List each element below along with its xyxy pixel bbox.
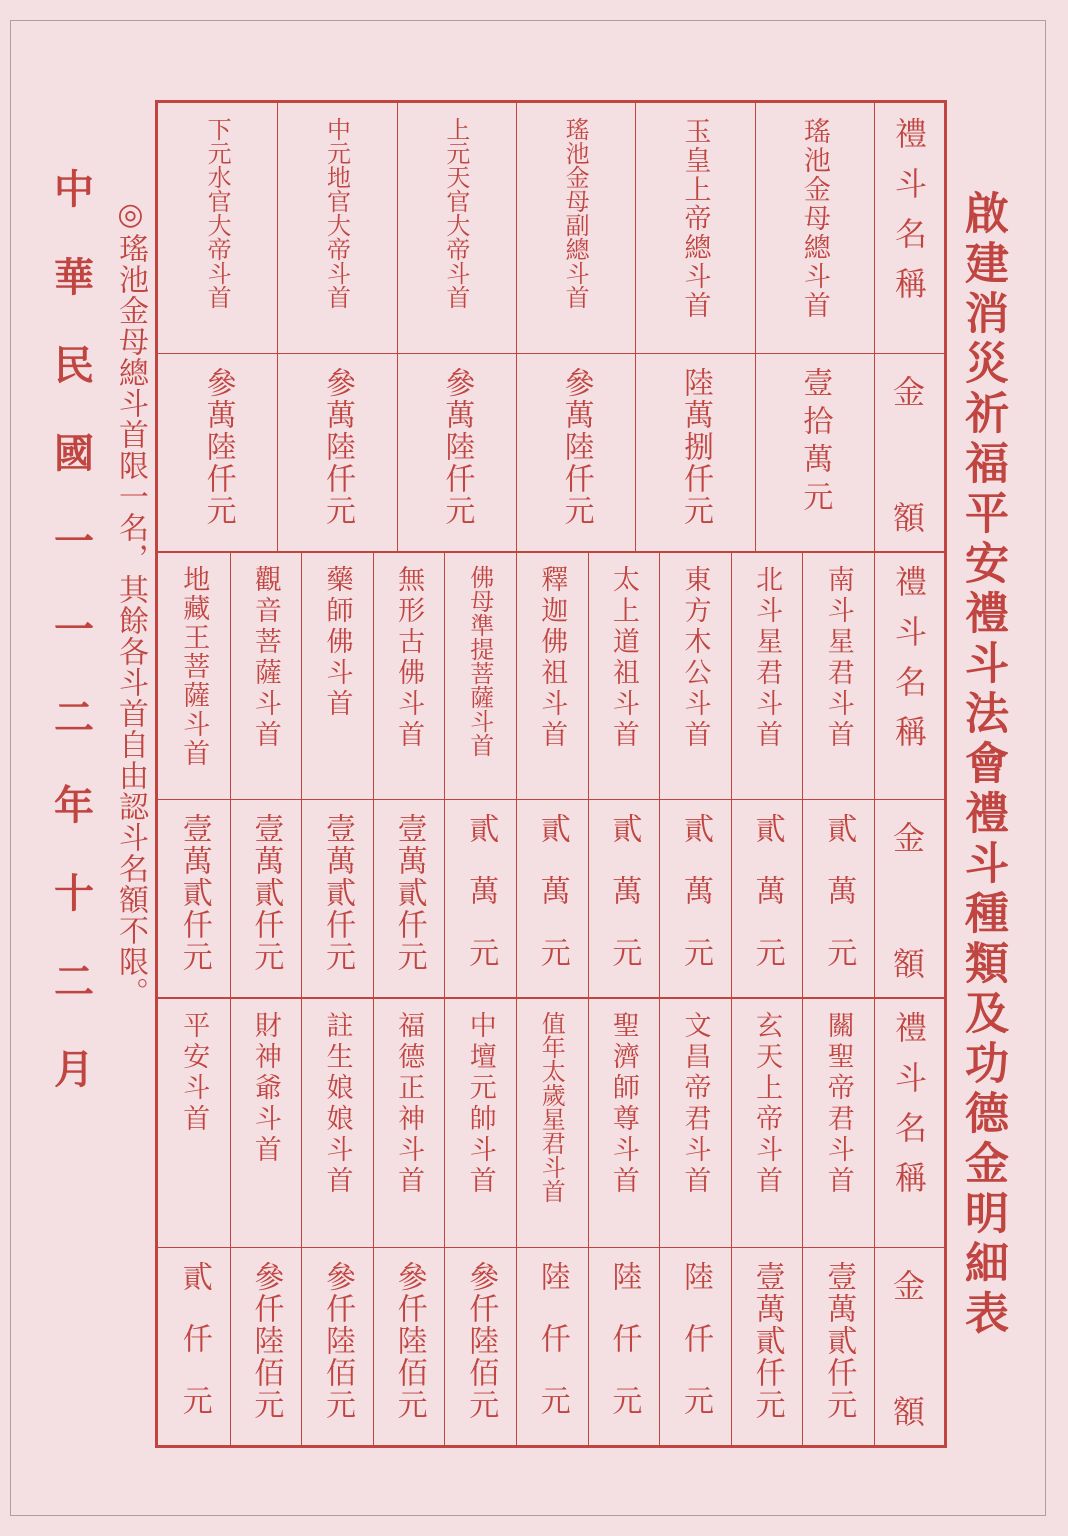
- dou-amount: 貳萬元: [463, 813, 499, 999]
- dou-amount: 參萬陸仟元: [200, 367, 236, 527]
- date-char: 二: [54, 694, 94, 741]
- dou-name: 文昌帝君斗首: [679, 1011, 711, 1197]
- dou-amount: 貳萬元: [534, 813, 570, 999]
- dou-name-cell: [588, 997, 660, 1247]
- dou-name-cell: [158, 997, 230, 1247]
- dou-amount-cell: [659, 1247, 731, 1445]
- dou-name: 瑤池金母副總斗首: [561, 117, 590, 309]
- dou-name-cell: [301, 997, 373, 1247]
- dou-amount: 壹萬貳仟元: [391, 813, 427, 973]
- dou-amount-cell: [516, 1247, 588, 1445]
- dou-name-cell: [516, 551, 588, 799]
- dou-amount-cell: [755, 353, 874, 551]
- dou-amount: 陸仟元: [677, 1261, 713, 1447]
- dou-name-cell: [659, 997, 731, 1247]
- header-name-text: 禮斗名稱: [890, 117, 928, 317]
- footnote: ◎瑤池金母總斗首限一名，其餘各斗首自由認斗名額不限。: [113, 196, 148, 1008]
- dou-amount-cell: [277, 353, 396, 551]
- dou-amount: 陸仟元: [534, 1261, 570, 1447]
- dou-amount-cell: [516, 353, 635, 551]
- dou-amount: 壹萬貳仟元: [749, 1261, 785, 1421]
- dou-name: 中壇元帥斗首: [464, 1011, 496, 1197]
- dou-amount-cell: [158, 1247, 230, 1445]
- dou-name-cell: [516, 997, 588, 1247]
- dou-name-cell: [158, 551, 230, 799]
- dou-amount: 貳萬元: [749, 813, 785, 999]
- dou-name: 上元天官大帝斗首: [441, 117, 470, 309]
- dou-name: 下元水官大帝斗首: [203, 117, 232, 309]
- dou-name: 地藏王菩薩斗首: [178, 565, 210, 768]
- dou-name: 聖濟師尊斗首: [607, 1011, 639, 1197]
- dou-amount: 參萬陸仟元: [319, 367, 355, 527]
- date-char: 國: [54, 430, 94, 477]
- header-amount-char: 金: [892, 373, 925, 411]
- dou-amount: 貳萬元: [677, 813, 713, 999]
- dou-amount-cell: [516, 799, 588, 997]
- dou-name-cell: [802, 551, 874, 799]
- date-char: 二: [54, 958, 94, 1005]
- dou-amount: 參仟陸佰元: [248, 1261, 284, 1421]
- header-amount-char: 額: [892, 1393, 925, 1431]
- dou-name-cell: [731, 997, 803, 1247]
- dou-name-cell: [301, 551, 373, 799]
- header-amount-label: [874, 1247, 944, 1445]
- dou-amount: 貳萬元: [821, 813, 857, 999]
- dou-amount-cell: [588, 799, 660, 997]
- header-name-label: [874, 103, 944, 353]
- dou-amount-cell: [444, 799, 516, 997]
- dou-amount-cell: [397, 353, 516, 551]
- header-amount-char: 金: [892, 819, 925, 857]
- header-name-text: 禮斗名稱: [890, 1011, 928, 1211]
- dou-name: 東方木公斗首: [679, 565, 711, 751]
- date-char: 十: [54, 870, 94, 917]
- dou-amount: 陸仟元: [606, 1261, 642, 1447]
- dou-amount-cell: [373, 1247, 445, 1445]
- dou-amount-cell: [301, 799, 373, 997]
- dou-amount-cell: [588, 1247, 660, 1445]
- dou-amount: 參萬陸仟元: [558, 367, 594, 527]
- dou-amount: 壹萬貳仟元: [176, 813, 212, 973]
- dou-name-cell: [230, 551, 302, 799]
- dou-amount-cell: [802, 1247, 874, 1445]
- date-char: 一: [54, 606, 94, 653]
- dou-name-cell: [230, 997, 302, 1247]
- dou-name: 觀音菩薩斗首: [249, 565, 281, 751]
- dou-name: 值年太歲星君斗首: [537, 1011, 566, 1203]
- dou-name-cell: [373, 997, 445, 1247]
- dou-name-cell: [635, 103, 754, 353]
- dou-name-cell: [397, 103, 516, 353]
- date-char: 民: [54, 342, 94, 389]
- date-char: 月: [54, 1046, 94, 1093]
- date-char: 中: [54, 166, 94, 213]
- donation-table: [155, 100, 947, 1448]
- header-name-label: [874, 997, 944, 1247]
- issue-date: [50, 150, 98, 1150]
- dou-name-cell: [444, 551, 516, 799]
- dou-amount: 參萬陸仟元: [439, 367, 475, 527]
- dou-amount: 壹拾萬元: [797, 367, 833, 519]
- dou-amount: 陸萬捌仟元: [677, 367, 713, 527]
- dou-amount: 參仟陸佰元: [391, 1261, 427, 1421]
- dou-name: 平安斗首: [178, 1011, 210, 1135]
- dou-amount-cell: [230, 1247, 302, 1445]
- date-char: 一: [54, 518, 94, 565]
- dou-amount-cell: [301, 1247, 373, 1445]
- dou-amount-cell: [802, 799, 874, 997]
- header-amount-label: [874, 799, 944, 997]
- dou-amount-cell: [731, 799, 803, 997]
- dou-name-cell: [516, 103, 635, 353]
- dou-amount-cell: [635, 353, 754, 551]
- dou-name: 南斗星君斗首: [822, 565, 854, 751]
- dou-name: 瑤池金母總斗首: [798, 117, 830, 320]
- dou-amount: 參仟陸佰元: [319, 1261, 355, 1421]
- header-amount-char: 額: [892, 499, 925, 537]
- dou-name: 北斗星君斗首: [751, 565, 783, 751]
- dou-amount-cell: [158, 353, 277, 551]
- dou-name-cell: [731, 551, 803, 799]
- dou-name: 註生娘娘斗首: [321, 1011, 353, 1197]
- dou-name-cell: [802, 997, 874, 1247]
- date-char: 年: [54, 782, 94, 829]
- dou-name-cell: [277, 103, 396, 353]
- dou-amount-cell: [373, 799, 445, 997]
- dou-name-cell: [444, 997, 516, 1247]
- dou-name: 玉皇上帝總斗首: [679, 117, 711, 320]
- dou-name-cell: [588, 551, 660, 799]
- dou-amount-cell: [230, 799, 302, 997]
- header-name-label: [874, 551, 944, 799]
- dou-name: 佛母準提菩薩斗首: [465, 565, 494, 757]
- dou-amount-cell: [659, 799, 731, 997]
- header-amount-char: 額: [892, 945, 925, 983]
- dou-name: 太上道祖斗首: [607, 565, 639, 751]
- dou-name: 釋迦佛祖斗首: [536, 565, 568, 751]
- header-amount-label: [874, 353, 944, 551]
- dou-name: 關聖帝君斗首: [822, 1011, 854, 1197]
- dou-amount: 參仟陸佰元: [463, 1261, 499, 1421]
- dou-amount-cell: [444, 1247, 516, 1445]
- dou-name: 財神爺斗首: [249, 1011, 281, 1166]
- dou-name: 玄天上帝斗首: [751, 1011, 783, 1197]
- dou-amount: 壹萬貳仟元: [319, 813, 355, 973]
- dou-amount-cell: [158, 799, 230, 997]
- dou-name: 無形古佛斗首: [393, 565, 425, 751]
- dou-amount-cell: [731, 1247, 803, 1445]
- dou-name-cell: [158, 103, 277, 353]
- dou-amount: 壹萬貳仟元: [248, 813, 284, 973]
- dou-name-cell: [755, 103, 874, 353]
- dou-name-cell: [373, 551, 445, 799]
- dou-amount: 貳萬元: [606, 813, 642, 999]
- header-amount-char: 金: [892, 1267, 925, 1305]
- dou-name: 福德正神斗首: [393, 1011, 425, 1197]
- dou-name-cell: [659, 551, 731, 799]
- header-name-text: 禮斗名稱: [890, 565, 928, 765]
- dou-amount: 貳仟元: [176, 1261, 212, 1447]
- document-title: 啟建消災祈福平安禮斗法會禮斗種類及功德金明細表: [957, 190, 1008, 1340]
- dou-name: 中元地官大帝斗首: [322, 117, 351, 309]
- dou-name: 藥師佛斗首: [321, 565, 353, 720]
- dou-amount: 壹萬貳仟元: [821, 1261, 857, 1421]
- date-char: 華: [54, 254, 94, 301]
